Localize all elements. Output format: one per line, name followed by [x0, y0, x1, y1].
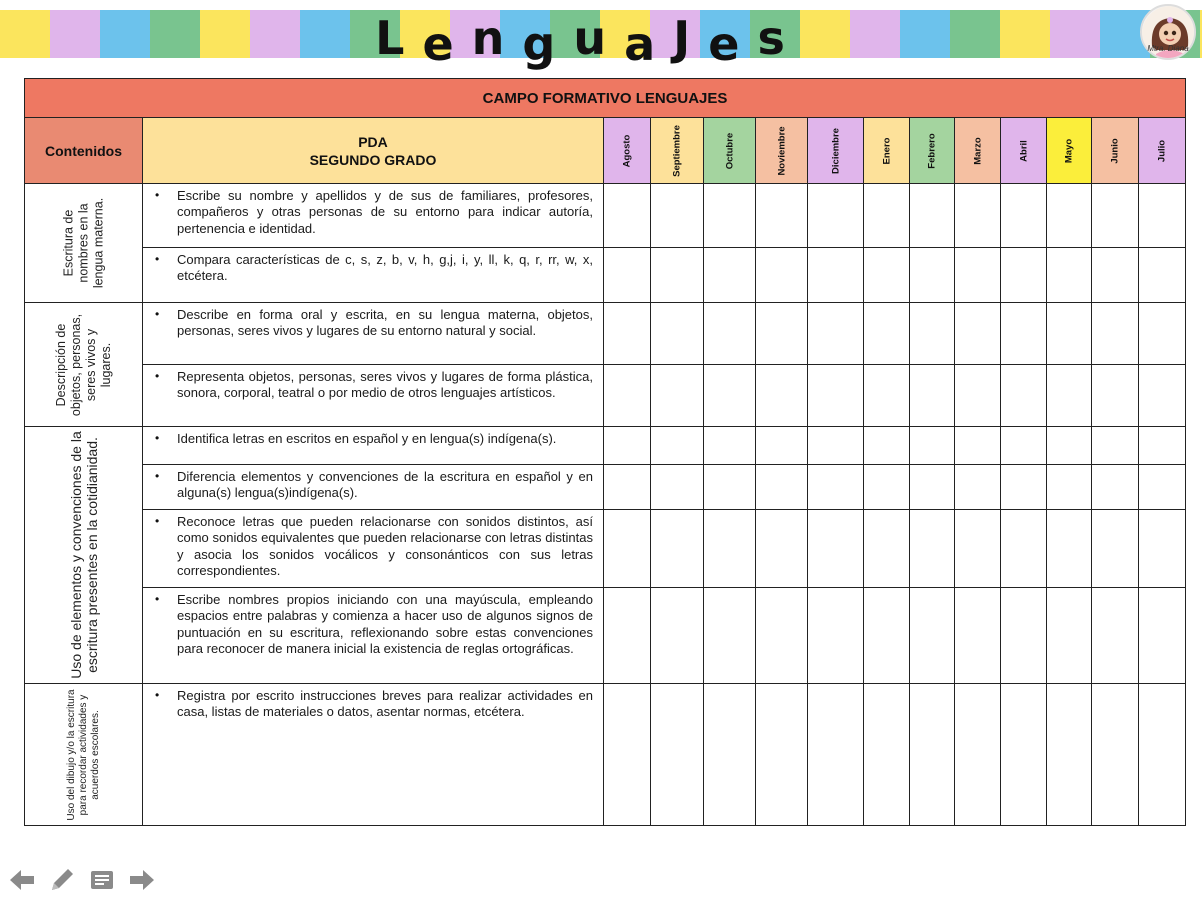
- band-tile: [250, 10, 300, 58]
- month-check-cell[interactable]: [1139, 303, 1186, 365]
- arrow-right-icon: [129, 869, 155, 891]
- month-check-cell[interactable]: [704, 365, 756, 427]
- month-check-cell[interactable]: [756, 510, 808, 588]
- table-row: [25, 184, 1186, 248]
- month-check-cell[interactable]: [955, 248, 1001, 303]
- month-label: Junio: [1109, 137, 1121, 164]
- month-check-cell[interactable]: [1092, 684, 1139, 826]
- band-tile: [1050, 10, 1100, 58]
- month-check-cell[interactable]: [1092, 465, 1139, 510]
- month-check-cell[interactable]: [1047, 465, 1092, 510]
- contenido-cell: [25, 184, 143, 303]
- month-check-cell[interactable]: [1139, 248, 1186, 303]
- month-check-cell[interactable]: [604, 365, 651, 427]
- month-check-cell[interactable]: [808, 684, 864, 826]
- month-header: [808, 118, 864, 184]
- month-check-cell[interactable]: [1139, 365, 1186, 427]
- band-tile: [300, 10, 350, 58]
- month-check-cell[interactable]: [651, 510, 704, 588]
- notes-icon: [90, 870, 114, 890]
- month-label: Febrero: [926, 132, 938, 169]
- band-tile: [100, 10, 150, 58]
- bullet-icon: •: [155, 688, 160, 702]
- table-row: [25, 684, 1186, 826]
- month-check-cell[interactable]: [704, 510, 756, 588]
- pda-cell: [143, 303, 604, 365]
- month-check-cell[interactable]: [910, 248, 955, 303]
- month-header: [1047, 118, 1092, 184]
- month-check-cell[interactable]: [1139, 427, 1186, 465]
- month-check-cell[interactable]: [955, 510, 1001, 588]
- month-check-cell[interactable]: [651, 365, 704, 427]
- month-check-cell[interactable]: [1047, 510, 1092, 588]
- month-check-cell[interactable]: [604, 303, 651, 365]
- month-label: Septiembre: [671, 124, 683, 177]
- month-check-cell[interactable]: [704, 588, 756, 684]
- month-label: Octubre: [724, 132, 735, 169]
- month-label: Noviembre: [776, 125, 787, 176]
- title-letter: L: [375, 11, 405, 65]
- month-check-cell[interactable]: [1139, 588, 1186, 684]
- month-check-cell[interactable]: [1001, 684, 1047, 826]
- month-check-cell[interactable]: [808, 303, 864, 365]
- header-contenidos: Contenidos: [25, 118, 143, 184]
- month-check-cell[interactable]: [704, 465, 756, 510]
- month-check-cell[interactable]: [604, 510, 651, 588]
- month-label: Agosto: [621, 134, 633, 167]
- month-check-cell[interactable]: [704, 184, 756, 248]
- pda-text: Reconoce letras que pueden relacionarse con sonidos distintos, así como sonidos equivalentes que pueden relacionarse con letras distintas y asocia los sonidos vocálicos y consonánticos con sus letras correspondientes.: [177, 514, 593, 579]
- month-check-cell[interactable]: [756, 684, 808, 826]
- month-check-cell[interactable]: [1092, 248, 1139, 303]
- month-check-cell[interactable]: [604, 427, 651, 465]
- arrow-left-icon: [9, 869, 35, 891]
- table-row: [25, 365, 1186, 427]
- month-label: Marzo: [972, 136, 983, 165]
- title-letter: J: [673, 11, 691, 65]
- month-label: Mayo: [1063, 138, 1075, 163]
- month-check-cell[interactable]: [910, 588, 955, 684]
- pda-cell: [143, 365, 604, 427]
- month-check-cell[interactable]: [1092, 588, 1139, 684]
- month-check-cell[interactable]: [1139, 510, 1186, 588]
- month-header: [910, 118, 955, 184]
- month-check-cell[interactable]: [1001, 248, 1047, 303]
- month-check-cell[interactable]: [1139, 684, 1186, 826]
- previous-button[interactable]: [8, 866, 36, 894]
- contenido-cell: [25, 303, 143, 427]
- month-check-cell[interactable]: [1047, 303, 1092, 365]
- month-header: [651, 118, 704, 184]
- band-tile: [0, 10, 50, 58]
- pda-cell: [143, 588, 604, 684]
- month-check-cell[interactable]: [1001, 427, 1047, 465]
- band-tile: [950, 10, 1000, 58]
- campo-formativo-title: CAMPO FORMATIVO LENGUAJES: [25, 79, 1186, 118]
- header-pda: [143, 118, 604, 184]
- bullet-icon: •: [155, 469, 160, 483]
- month-check-cell[interactable]: [1092, 184, 1139, 248]
- month-check-cell[interactable]: [1001, 184, 1047, 248]
- bullet-icon: •: [155, 188, 160, 202]
- month-header: [756, 118, 808, 184]
- page-title: [360, 8, 800, 71]
- bottom-nav: [8, 864, 156, 896]
- month-check-cell[interactable]: [955, 184, 1001, 248]
- month-check-cell[interactable]: [1092, 303, 1139, 365]
- title-letter: e: [422, 17, 454, 71]
- month-check-cell[interactable]: [910, 184, 955, 248]
- table-row: [25, 465, 1186, 510]
- month-check-cell[interactable]: [808, 588, 864, 684]
- contenido-label: Uso del dibujo y/o la escritura para recordar actividades y acuerdos escolares.: [65, 688, 101, 821]
- month-check-cell[interactable]: [651, 184, 704, 248]
- month-check-cell[interactable]: [955, 303, 1001, 365]
- month-check-cell[interactable]: [808, 465, 864, 510]
- month-check-cell[interactable]: [651, 303, 704, 365]
- pda-cell: [143, 684, 604, 826]
- month-check-cell[interactable]: [808, 248, 864, 303]
- contenido-label: Uso de elementos y convenciones de la escritura presentes en la cotidianidad.: [67, 431, 100, 679]
- month-check-cell[interactable]: [808, 510, 864, 588]
- month-check-cell[interactable]: [910, 427, 955, 465]
- month-check-cell[interactable]: [808, 427, 864, 465]
- band-tile: [1000, 10, 1050, 58]
- month-check-cell[interactable]: [808, 365, 864, 427]
- month-header: [864, 118, 910, 184]
- table-row: [25, 588, 1186, 684]
- month-check-cell[interactable]: [1001, 365, 1047, 427]
- month-check-cell[interactable]: [955, 684, 1001, 826]
- month-check-cell[interactable]: [756, 184, 808, 248]
- avatar-caption: Mtra. Diana: [1147, 44, 1189, 53]
- month-check-cell[interactable]: [1001, 303, 1047, 365]
- month-check-cell[interactable]: [910, 510, 955, 588]
- month-label: Diciembre: [830, 127, 841, 174]
- month-check-cell[interactable]: [1047, 248, 1092, 303]
- band-tile: [150, 10, 200, 58]
- header-pda-grade: SEGUNDO GRADO: [309, 151, 437, 168]
- pda-text: Registra por escrito instrucciones breves para realizar actividades en casa, listas de materiales o datos, asentar normas, etcétera.: [177, 688, 593, 720]
- month-check-cell[interactable]: [756, 303, 808, 365]
- month-check-cell[interactable]: [1047, 427, 1092, 465]
- month-check-cell[interactable]: [910, 465, 955, 510]
- contenido-label: Descripción de objetos, personas, seres vivos y lugares.: [53, 313, 113, 416]
- table-row: [25, 303, 1186, 365]
- month-check-cell[interactable]: [955, 465, 1001, 510]
- bullet-icon: •: [155, 252, 160, 266]
- title-letter: g: [522, 17, 556, 71]
- month-check-cell[interactable]: [651, 248, 704, 303]
- month-check-cell[interactable]: [651, 684, 704, 826]
- month-check-cell[interactable]: [955, 427, 1001, 465]
- table-row: [25, 248, 1186, 303]
- pda-text: Compara características de c, s, z, b, v, h, g,j, i, y, ll, k, q, r, rr, w, x, etcétera.: [177, 252, 593, 284]
- month-header: [704, 118, 756, 184]
- month-check-cell[interactable]: [1092, 510, 1139, 588]
- month-label: Enero: [881, 137, 892, 164]
- pda-cell: [143, 427, 604, 465]
- month-check-cell[interactable]: [756, 427, 808, 465]
- month-check-cell[interactable]: [756, 365, 808, 427]
- month-label: Julio: [1156, 139, 1168, 162]
- month-check-cell[interactable]: [604, 588, 651, 684]
- pencil-icon: [49, 867, 75, 893]
- month-check-cell[interactable]: [910, 365, 955, 427]
- month-check-cell[interactable]: [955, 588, 1001, 684]
- month-check-cell[interactable]: [1047, 365, 1092, 427]
- month-header: [955, 118, 1001, 184]
- month-check-cell[interactable]: [864, 510, 910, 588]
- next-button[interactable]: [128, 866, 156, 894]
- pda-cell: [143, 510, 604, 588]
- title-letter: n: [471, 11, 505, 65]
- month-check-cell[interactable]: [1001, 588, 1047, 684]
- month-check-cell[interactable]: [1139, 184, 1186, 248]
- month-check-cell[interactable]: [756, 465, 808, 510]
- month-check-cell[interactable]: [864, 588, 910, 684]
- month-check-cell[interactable]: [756, 248, 808, 303]
- month-check-cell[interactable]: [704, 427, 756, 465]
- month-check-cell[interactable]: [1047, 184, 1092, 248]
- month-check-cell[interactable]: [604, 465, 651, 510]
- pda-cell: [143, 184, 604, 248]
- month-header: [1139, 118, 1186, 184]
- month-header: [1092, 118, 1139, 184]
- month-check-cell[interactable]: [864, 427, 910, 465]
- bullet-icon: •: [155, 307, 160, 321]
- pda-text: Representa objetos, personas, seres vivos y lugares de forma plástica, sonora, corporal, teatral o por medio de otros lenguajes artísticos.: [177, 369, 593, 401]
- pda-cell: [143, 465, 604, 510]
- band-tile: [900, 10, 950, 58]
- month-check-cell[interactable]: [864, 248, 910, 303]
- month-check-cell[interactable]: [1001, 510, 1047, 588]
- month-check-cell[interactable]: [864, 303, 910, 365]
- month-check-cell[interactable]: [910, 303, 955, 365]
- band-tile: [50, 10, 100, 58]
- month-check-cell[interactable]: [604, 684, 651, 826]
- month-check-cell[interactable]: [1047, 684, 1092, 826]
- header-pda-title: PDA: [358, 133, 388, 150]
- month-check-cell[interactable]: [864, 684, 910, 826]
- bullet-icon: •: [155, 431, 160, 445]
- month-header: [604, 118, 651, 184]
- month-check-cell[interactable]: [704, 248, 756, 303]
- month-check-cell[interactable]: [651, 427, 704, 465]
- pda-text: Identifica letras en escritos en español y en lengua(s) indígena(s).: [177, 431, 557, 446]
- month-check-cell[interactable]: [808, 184, 864, 248]
- month-label: Abril: [1018, 139, 1029, 162]
- month-check-cell[interactable]: [704, 303, 756, 365]
- pda-text: Escribe su nombre y apellidos y de sus de familiares, profesores, compañeros y otras personas de su entorno para indicar autoría, pertenencia e identidad.: [177, 188, 593, 236]
- contenido-cell: [25, 684, 143, 826]
- month-header: [1001, 118, 1047, 184]
- month-check-cell[interactable]: [1092, 365, 1139, 427]
- pda-text: Escribe nombres propios iniciando con una mayúscula, empleando espacios entre palabras y comienza a hacer uso de algunos signos de puntuación en su escritura, reflexionando sobre estas convenciones para reconocer de manera inicial la existencia de reglas ortográficas.: [177, 592, 593, 657]
- notes-button[interactable]: [88, 866, 116, 894]
- month-check-cell[interactable]: [651, 588, 704, 684]
- month-check-cell[interactable]: [1047, 588, 1092, 684]
- title-letter: e: [708, 17, 740, 71]
- table-row: [25, 427, 1186, 465]
- pda-cell: [143, 248, 604, 303]
- title-letter: s: [757, 11, 785, 65]
- title-letter: u: [573, 11, 607, 65]
- month-check-cell[interactable]: [756, 588, 808, 684]
- month-check-cell[interactable]: [604, 184, 651, 248]
- bullet-icon: •: [155, 592, 160, 606]
- band-tile: [800, 10, 850, 58]
- title-letter: a: [624, 17, 656, 71]
- bullet-icon: •: [155, 514, 160, 528]
- pda-text: Diferencia elementos y convenciones de la escritura en español y en alguna(s) lengua(s)indígena(s).: [177, 469, 593, 501]
- month-check-cell[interactable]: [955, 365, 1001, 427]
- month-check-cell[interactable]: [864, 465, 910, 510]
- pda-text: Describe en forma oral y escrita, en su lengua materna, objetos, personas, seres vivos y lugares de su entorno natural y social.: [177, 307, 593, 339]
- table-row: [25, 510, 1186, 588]
- annotate-button[interactable]: [48, 866, 76, 894]
- month-check-cell[interactable]: [1092, 427, 1139, 465]
- contenido-label: Escritura de nombres en la lengua materna.: [61, 197, 105, 289]
- month-check-cell[interactable]: [910, 684, 955, 826]
- month-check-cell[interactable]: [1139, 465, 1186, 510]
- month-check-cell[interactable]: [651, 465, 704, 510]
- band-tile: [200, 10, 250, 58]
- contenido-cell: [25, 427, 143, 684]
- month-check-cell[interactable]: [604, 248, 651, 303]
- month-check-cell[interactable]: [704, 684, 756, 826]
- month-check-cell[interactable]: [864, 365, 910, 427]
- month-check-cell[interactable]: [1001, 465, 1047, 510]
- band-tile: [850, 10, 900, 58]
- month-check-cell[interactable]: [864, 184, 910, 248]
- planning-table: [24, 78, 1186, 826]
- bullet-icon: •: [155, 369, 160, 383]
